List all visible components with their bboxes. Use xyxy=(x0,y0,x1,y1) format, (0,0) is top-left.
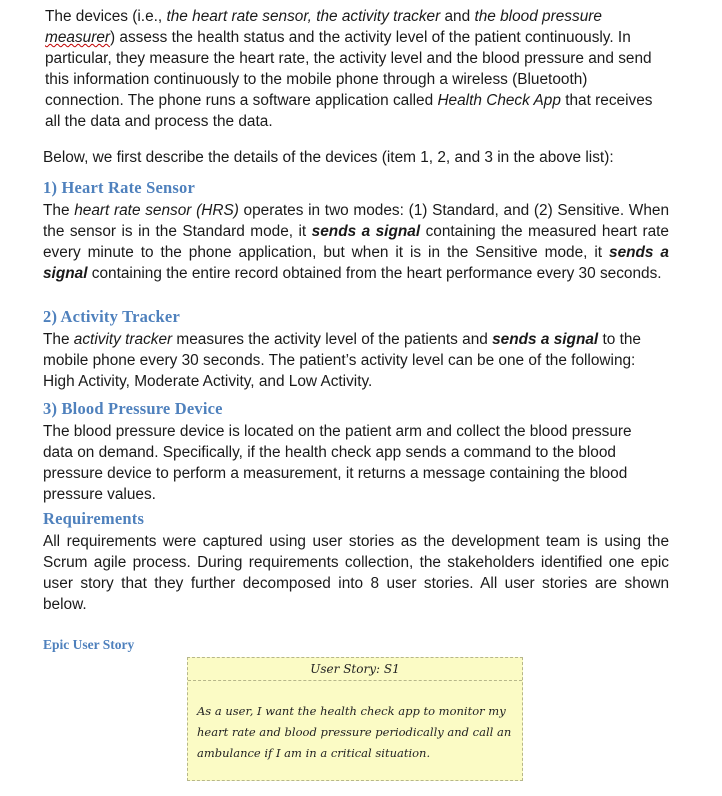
below-paragraph: Below, we first describe the details of the devices (item 1, 2, and 3 in the above list): xyxy=(43,149,614,166)
heart-rate-paragraph: The heart rate sensor (HRS) operates in two modes: (1) Standard, and (2) Sensitive. When the sensor is in the Standard mode, it sends a signal containing the measured heart rate every minute to the phone application, but when it is in the Sensitive mode, it sends a signal containing the entire record obtained from the heart performance every 30 seconds. xyxy=(43,202,670,282)
requirements-paragraph: All requirements were captured using user stories as the development team is using the Scrum agile process. During requirements collection, the stakeholders identified one epic user story that they further decomposed into 8 user stories. All user stories are shown below. xyxy=(43,533,669,613)
spellcheck-word: measurer xyxy=(45,29,111,46)
heading-epic-user-story: Epic User Story xyxy=(43,637,135,652)
user-story-title: User Story: S1 xyxy=(188,658,522,681)
heading-heart-rate-sensor: 1) Heart Rate Sensor xyxy=(43,178,196,197)
heading-activity-tracker: 2) Activity Tracker xyxy=(43,307,180,326)
activity-tracker-paragraph: The activity tracker measures the activity level of the patients and sends a signal to the mobile phone every 30 seconds. The patient’s activity level can be one of the following: High Activity, Moderate Activity, and Low Activity. xyxy=(43,331,641,390)
user-story-text: As a user, I want the health check app to monitor my heart rate and blood pressure periodically and call an ambulance if I am in a critical situation. xyxy=(197,704,512,760)
user-story-card xyxy=(187,657,523,781)
heading-requirements: Requirements xyxy=(43,509,145,528)
blood-pressure-paragraph: The blood pressure device is located on the patient arm and collect the blood pressure data on demand. Specifically, if the health check app sends a command to the blood pressure device to perform a measurement, it returns a message containing the blood pressure values. xyxy=(43,423,632,503)
intro-paragraph: The devices (i.e., the heart rate sensor, the activity tracker and the blood pressure measurer) assess the health status and the activity level of the patient continuously. In particular, they measure the heart rate, the activity level and the blood pressure and send this information continuously to the mobile phone through a wireless (Bluetooth) connection. The phone runs a software application called Health Check App that receives all the data and process the data. xyxy=(45,8,653,130)
heading-blood-pressure-device: 3) Blood Pressure Device xyxy=(43,399,223,418)
